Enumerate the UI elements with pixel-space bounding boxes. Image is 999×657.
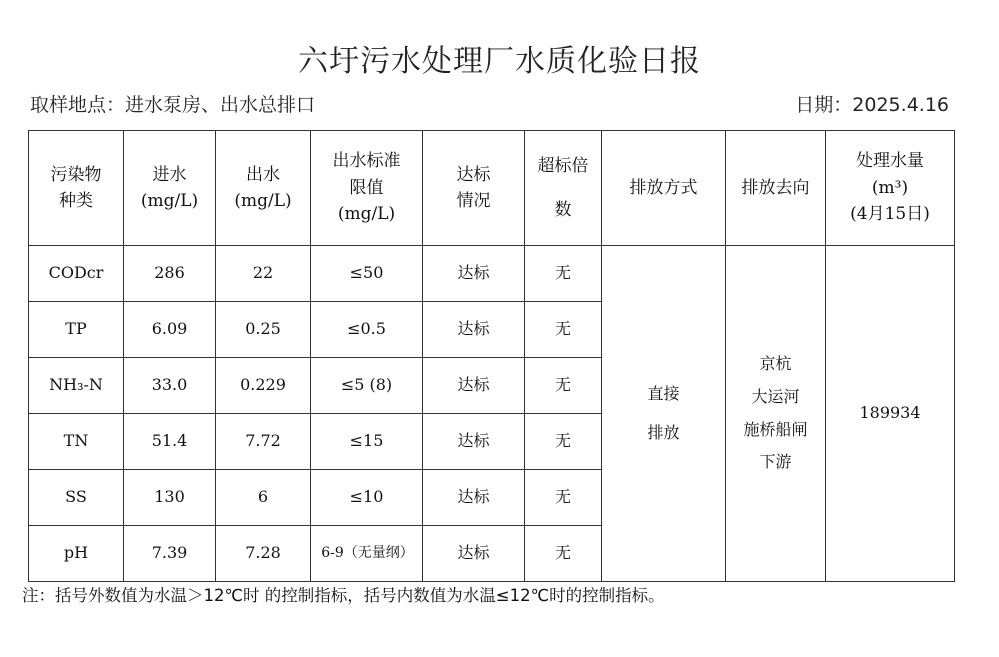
header-status: 达标 情况 [423, 131, 525, 246]
cell-discharge-dest: 京杭 大运河 施桥船闸 下游 [726, 246, 826, 582]
cell-inflow: 286 [124, 246, 216, 302]
cell-status: 达标 [423, 414, 525, 470]
cell-discharge-method: 直接 排放 [602, 246, 726, 582]
cell-limit: ≤15 [311, 414, 423, 470]
cell-status: 达标 [423, 302, 525, 358]
cell-limit: ≤50 [311, 246, 423, 302]
cell-limit: ≤0.5 [311, 302, 423, 358]
cell-outflow: 22 [216, 246, 311, 302]
cell-inflow: 51.4 [124, 414, 216, 470]
footnote: 注：括号外数值为水温＞12℃时 的控制指标，括号内数值为水温≤12℃时的控制指标。 [22, 586, 665, 605]
table-header-row [29, 131, 955, 246]
cell-inflow: 6.09 [124, 302, 216, 358]
cell-exceed: 无 [525, 470, 602, 526]
cell-limit: ≤5 (8) [311, 358, 423, 414]
header-volume: 处理水量 (m³) (4月15日) [826, 131, 955, 246]
header-pollutant: 污染物 种类 [29, 131, 124, 246]
cell-param: CODcr [29, 246, 124, 302]
cell-limit: ≤10 [311, 470, 423, 526]
cell-exceed: 无 [525, 246, 602, 302]
report-date: 日期：2025.4.16 [795, 94, 949, 116]
header-discharge-dest: 排放去向 [726, 131, 826, 246]
cell-limit: 6-9（无量纲） [311, 526, 423, 582]
cell-outflow: 6 [216, 470, 311, 526]
cell-inflow: 33.0 [124, 358, 216, 414]
cell-inflow: 130 [124, 470, 216, 526]
header-limit: 出水标准 限值 (mg/L) [311, 131, 423, 246]
report-title: 六圩污水处理厂水质化验日报 [298, 44, 701, 79]
sampling-location: 取样地点：进水泵房、出水总排口 [30, 94, 316, 116]
cell-exceed: 无 [525, 358, 602, 414]
cell-param: pH [29, 526, 124, 582]
cell-exceed: 无 [525, 414, 602, 470]
header-discharge-method: 排放方式 [602, 131, 726, 246]
header-outflow: 出水 (mg/L) [216, 131, 311, 246]
cell-param: SS [29, 470, 124, 526]
cell-outflow: 0.25 [216, 302, 311, 358]
cell-status: 达标 [423, 358, 525, 414]
cell-param: TN [29, 414, 124, 470]
cell-volume: 189934 [826, 246, 955, 582]
cell-status: 达标 [423, 526, 525, 582]
cell-outflow: 7.72 [216, 414, 311, 470]
table-row [29, 246, 955, 302]
cell-param: NH₃-N [29, 358, 124, 414]
cell-inflow: 7.39 [124, 526, 216, 582]
cell-exceed: 无 [525, 526, 602, 582]
cell-outflow: 0.229 [216, 358, 311, 414]
cell-exceed: 无 [525, 302, 602, 358]
cell-outflow: 7.28 [216, 526, 311, 582]
cell-status: 达标 [423, 246, 525, 302]
water-quality-table [28, 130, 955, 582]
cell-param: TP [29, 302, 124, 358]
header-exceed: 超标倍 数 [525, 131, 602, 246]
cell-status: 达标 [423, 470, 525, 526]
header-inflow: 进水 (mg/L) [124, 131, 216, 246]
